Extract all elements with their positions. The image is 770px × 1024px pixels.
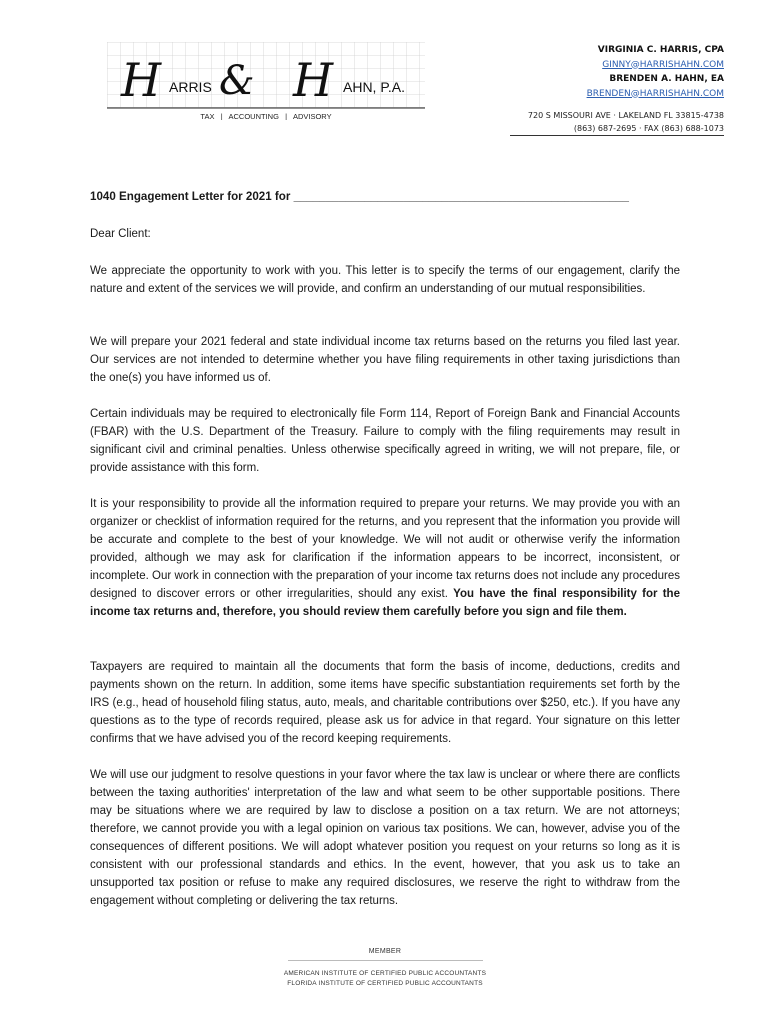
paragraph-responsibility [90, 495, 680, 621]
contact-block [528, 43, 724, 135]
contact-phone: (863) 687-2695 · FAX (863) 688-1073 [573, 123, 724, 133]
logo-ampersand: & [219, 58, 255, 104]
footer [0, 948, 770, 989]
footer-member-label: MEMBER [368, 948, 402, 955]
responsibility-text: It is your responsibility to provide all the information required to prepare your returns. We may provide you with an organizer or checklist of information required for the returns, and you represent that the information you provide will be accurate and complete to the best of your knowledge. We will not audit or otherwise verify the information provided, although we may ask for clarification if the information appears to be incorrect, inconsistent, or incomplete. Our work in connection with the preparation of your income tax returns does not include any procedures designed to discover errors or other irregularities, should any exist. [90, 498, 680, 600]
paragraph-records: Taxpayers are required to maintain all the documents that form the basis of income, deductions, credits and payments shown on the return. In addition, some items have specific substantiation requirements set forth by the IRS (e.g., head of household filing status, auto, meals, and charitable contributions over $250, etc.). If you have any questions as to the type of records required, please ask us for advice in that regard. Your signature on this letter confirms that we have advised you of the record keeping requirements. [90, 661, 680, 745]
logo-word-2: AHN, P.A. [343, 79, 405, 95]
contact-email-2-link[interactable]: BRENDEN@HARRISHAHN.COM [586, 88, 724, 99]
paragraph-services: We will prepare your 2021 federal and state individual income tax returns based on the returns you filed last year. Our services are not intended to determine whether you have filing requirements in other taxing jurisdictions than the one(s) you have informed us of. [90, 336, 680, 384]
logo-word-1: ARRIS [169, 79, 212, 95]
contact-email-1-link[interactable]: GINNY@HARRISHAHN.COM [602, 59, 724, 70]
contact-name-1: VIRGINIA C. HARRIS, CPA [597, 45, 724, 55]
logo-initial-2: H [293, 53, 334, 107]
contact-address: 720 S MISSOURI AVE · LAKELAND FL 33815-4738 [527, 111, 724, 120]
letter-title: 1040 Engagement Letter for 2021 for ____________________________________________________ [90, 190, 629, 203]
paragraph-judgment: We will use our judgment to resolve questions in your favor where the tax law is unclear or where there are conflicts between the taxing authorities' interpretation of the law and what seem to be other supportable positions. There may be situations where we are required by law to disclose a position on a tax return. We are not attorneys; therefore, we cannot provide you with a legal opinion on various tax positions. We can, however, advise you of the consequences of different positions. We will adopt whatever position you request on your returns so long as it is consistent with our professional standards and ethics. In the event, however, that you ask us to take an unsupported tax position or refuse to make any required disclosures, we reserve the right to withdraw from the engagement without completing or delivering the tax returns. [90, 769, 680, 907]
logo-tagline: TAX | ACCOUNTING | ADVISORY [200, 112, 332, 120]
responsibility-bold-text: You have the final responsibility for the income tax returns and, therefore, you should review them carefully before you sign and file them. [90, 588, 680, 618]
firm-logo [107, 42, 425, 120]
paragraph-intro: We appreciate the opportunity to work with you. This letter is to specify the terms of our engagement, clarify the nature and extent of the services we will provide, and confirm an understanding of our mutual responsibilities. [90, 265, 680, 295]
paragraph-fbar: Certain individuals may be required to electronically file Form 114, Report of Foreign Bank and Financial Accounts (FBAR) with the U.S. Department of the Treasury. Failure to comply with the filing requirements may result in significant civil and criminal penalties. Unless otherwise specifically agreed in writing, we will not prepare, file, or provide assistance with this form. [90, 408, 680, 474]
header-divider [510, 135, 724, 136]
footer-divider [288, 960, 483, 961]
contact-name-2: BRENDEN A. HAHN, EA [609, 74, 724, 84]
salutation: Dear Client: [90, 228, 151, 240]
footer-org-ficpa: FLORIDA INSTITUTE OF CERTIFIED PUBLIC ACCOUNTANTS [287, 980, 483, 987]
footer-org-aicpa: AMERICAN INSTITUTE OF CERTIFIED PUBLIC ACCOUNTANTS [283, 970, 487, 977]
logo-graphic [107, 42, 425, 120]
logo-initial-1: H [121, 53, 162, 107]
